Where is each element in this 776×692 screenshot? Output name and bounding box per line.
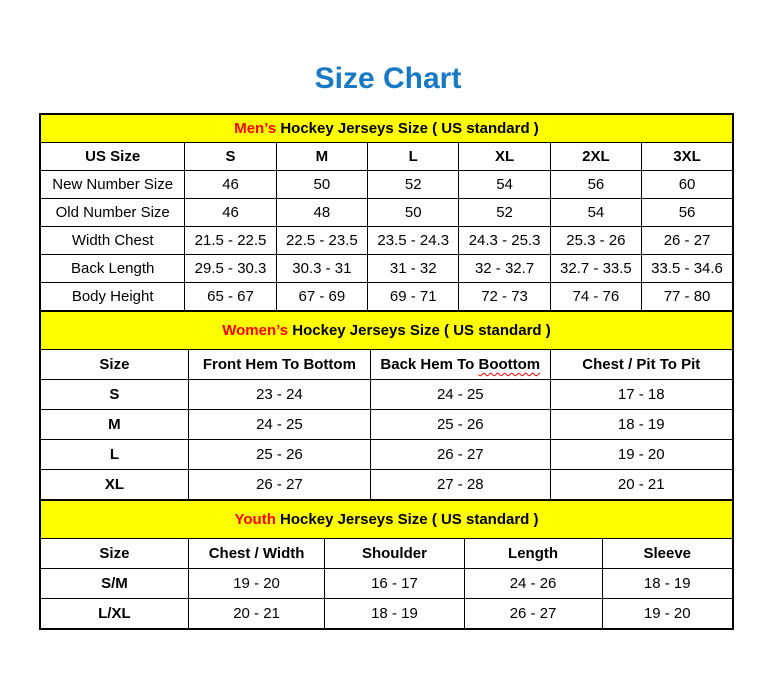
womens-column-header: Size — [40, 350, 188, 380]
size-tables — [39, 113, 734, 630]
mens-column-header-row — [40, 143, 733, 171]
page-title: Size Chart — [314, 62, 462, 95]
row-label: XL — [40, 470, 188, 501]
mens-table-row — [40, 171, 733, 199]
mens-header-accent: Men’s — [234, 120, 277, 137]
size-value-cell: 65 - 67 — [185, 283, 276, 312]
womens-column-header: Chest / Pit To Pit — [550, 350, 733, 380]
mens-size-table — [39, 113, 734, 312]
size-value-cell: 25 - 26 — [371, 410, 550, 440]
mens-column-header: L — [368, 143, 459, 171]
size-value-cell: 32 - 32.7 — [459, 255, 550, 283]
mens-column-header: 2XL — [550, 143, 641, 171]
youth-column-header: Length — [464, 539, 602, 569]
size-value-cell: 29.5 - 30.3 — [185, 255, 276, 283]
size-value-cell: 50 — [368, 199, 459, 227]
size-value-cell: 48 — [276, 199, 367, 227]
size-value-cell: 24 - 25 — [371, 380, 550, 410]
size-value-cell: 26 - 27 — [371, 440, 550, 470]
size-value-cell: 23 - 24 — [188, 380, 370, 410]
mens-table-row — [40, 255, 733, 283]
size-value-cell: 77 - 80 — [642, 283, 733, 312]
row-label: S/M — [40, 569, 188, 599]
size-value-cell: 24 - 25 — [188, 410, 370, 440]
mens-section-header: Men’s Hockey Jerseys Size ( US standard ) — [40, 114, 733, 143]
womens-table-row — [40, 440, 733, 470]
misspelled-word: Boottom — [478, 356, 541, 373]
size-value-cell: 74 - 76 — [550, 283, 641, 312]
size-value-cell: 56 — [642, 199, 733, 227]
womens-size-table — [39, 310, 734, 501]
youth-column-header-row — [40, 539, 733, 569]
size-value-cell: 22.5 - 23.5 — [276, 227, 367, 255]
size-value-cell: 25.3 - 26 — [550, 227, 641, 255]
mens-section-header-row — [40, 114, 733, 143]
womens-table-row — [40, 380, 733, 410]
youth-section-header: Youth Hockey Jerseys Size ( US standard ) — [40, 500, 733, 539]
size-value-cell: 54 — [459, 171, 550, 199]
womens-table-row — [40, 470, 733, 501]
size-value-cell: 24.3 - 25.3 — [459, 227, 550, 255]
youth-column-header: Shoulder — [325, 539, 464, 569]
youth-section-header-row — [40, 500, 733, 539]
size-value-cell: 72 - 73 — [459, 283, 550, 312]
row-label: L — [40, 440, 188, 470]
size-value-cell: 21.5 - 22.5 — [185, 227, 276, 255]
row-label: M — [40, 410, 188, 440]
row-label: L/XL — [40, 599, 188, 630]
size-value-cell: 56 — [550, 171, 641, 199]
mens-column-header: 3XL — [642, 143, 733, 171]
youth-size-table — [39, 499, 734, 630]
size-value-cell: 25 - 26 — [188, 440, 370, 470]
size-value-cell: 26 - 27 — [642, 227, 733, 255]
womens-section-header-row — [40, 311, 733, 350]
youth-column-header: Chest / Width — [188, 539, 325, 569]
womens-section-header: Women’s Hockey Jerseys Size ( US standard ) — [40, 311, 733, 350]
row-label: New Number Size — [40, 171, 185, 199]
mens-column-header: S — [185, 143, 276, 171]
mens-column-header: XL — [459, 143, 550, 171]
size-value-cell: 19 - 20 — [188, 569, 325, 599]
youth-table-row — [40, 599, 733, 630]
youth-column-header: Sleeve — [602, 539, 733, 569]
size-value-cell: 26 - 27 — [188, 470, 370, 501]
size-value-cell: 16 - 17 — [325, 569, 464, 599]
mens-table-row — [40, 199, 733, 227]
size-value-cell: 20 - 21 — [188, 599, 325, 630]
size-value-cell: 17 - 18 — [550, 380, 733, 410]
size-value-cell: 30.3 - 31 — [276, 255, 367, 283]
size-value-cell: 31 - 32 — [368, 255, 459, 283]
row-label: Body Height — [40, 283, 185, 312]
row-label: S — [40, 380, 188, 410]
womens-header-accent: Women’s — [222, 322, 289, 339]
size-value-cell: 19 - 20 — [550, 440, 733, 470]
row-label: Width Chest — [40, 227, 185, 255]
size-value-cell: 32.7 - 33.5 — [550, 255, 641, 283]
size-value-cell: 69 - 71 — [368, 283, 459, 312]
womens-column-header: Back Hem To Boottom — [371, 350, 550, 380]
size-value-cell: 23.5 - 24.3 — [368, 227, 459, 255]
womens-column-header-row — [40, 350, 733, 380]
size-value-cell: 27 - 28 — [371, 470, 550, 501]
youth-column-header: Size — [40, 539, 188, 569]
row-label: Old Number Size — [40, 199, 185, 227]
youth-header-accent: Youth — [234, 511, 276, 528]
mens-table-row — [40, 227, 733, 255]
size-value-cell: 20 - 21 — [550, 470, 733, 501]
mens-column-header: US Size — [40, 143, 185, 171]
size-value-cell: 46 — [185, 199, 276, 227]
size-value-cell: 67 - 69 — [276, 283, 367, 312]
size-value-cell: 52 — [368, 171, 459, 199]
size-value-cell: 18 - 19 — [550, 410, 733, 440]
mens-table-row — [40, 283, 733, 312]
size-value-cell: 54 — [550, 199, 641, 227]
womens-table-row — [40, 410, 733, 440]
size-value-cell: 60 — [642, 171, 733, 199]
size-value-cell: 52 — [459, 199, 550, 227]
size-value-cell: 18 - 19 — [325, 599, 464, 630]
size-value-cell: 46 — [185, 171, 276, 199]
size-value-cell: 50 — [276, 171, 367, 199]
womens-column-header: Front Hem To Bottom — [188, 350, 370, 380]
size-value-cell: 33.5 - 34.6 — [642, 255, 733, 283]
youth-table-row — [40, 569, 733, 599]
size-value-cell: 24 - 26 — [464, 569, 602, 599]
size-value-cell: 26 - 27 — [464, 599, 602, 630]
size-value-cell: 18 - 19 — [602, 569, 733, 599]
row-label: Back Length — [40, 255, 185, 283]
mens-column-header: M — [276, 143, 367, 171]
size-value-cell: 19 - 20 — [602, 599, 733, 630]
